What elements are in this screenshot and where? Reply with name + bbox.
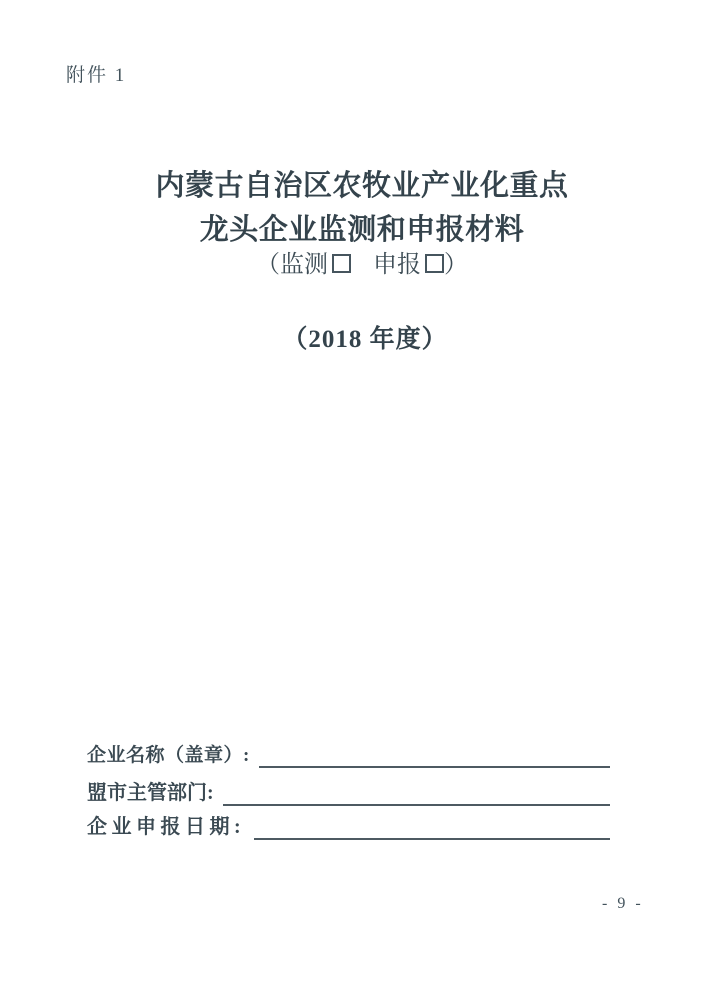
declare-option (373, 250, 444, 280)
monitor-checkbox[interactable] (332, 254, 351, 273)
attachment-label: 附件 1 (66, 65, 127, 86)
authority-input-line[interactable] (223, 778, 610, 806)
year-label: （2018 年度） (282, 326, 448, 353)
type-selector-row (0, 250, 724, 280)
type-row-close-paren: ） (444, 252, 468, 278)
form-field-declare-date (87, 814, 610, 840)
page-number: - 9 - (602, 895, 644, 912)
declare-date-label: 企业申报日期: (87, 816, 246, 838)
document-title-line2: 龙头企业监测和申报材料 (199, 214, 525, 246)
form-field-company-name (87, 742, 610, 768)
authority-label: 盟市主管部门: (87, 782, 214, 804)
form-field-authority (87, 780, 610, 806)
company-name-input-line[interactable] (259, 740, 610, 768)
declare-option-label: 申报 (373, 252, 421, 278)
type-row-open-paren: （ (256, 252, 280, 278)
document-title-line1: 内蒙古自治区农牧业产业化重点 (155, 170, 569, 202)
document-title (0, 164, 724, 252)
declare-checkbox[interactable] (425, 254, 444, 273)
monitor-option (280, 250, 351, 280)
declare-date-input-line[interactable] (254, 812, 610, 840)
monitor-option-label: 监测 (280, 252, 328, 278)
company-name-label: 企业名称（盖章）: (87, 745, 250, 766)
